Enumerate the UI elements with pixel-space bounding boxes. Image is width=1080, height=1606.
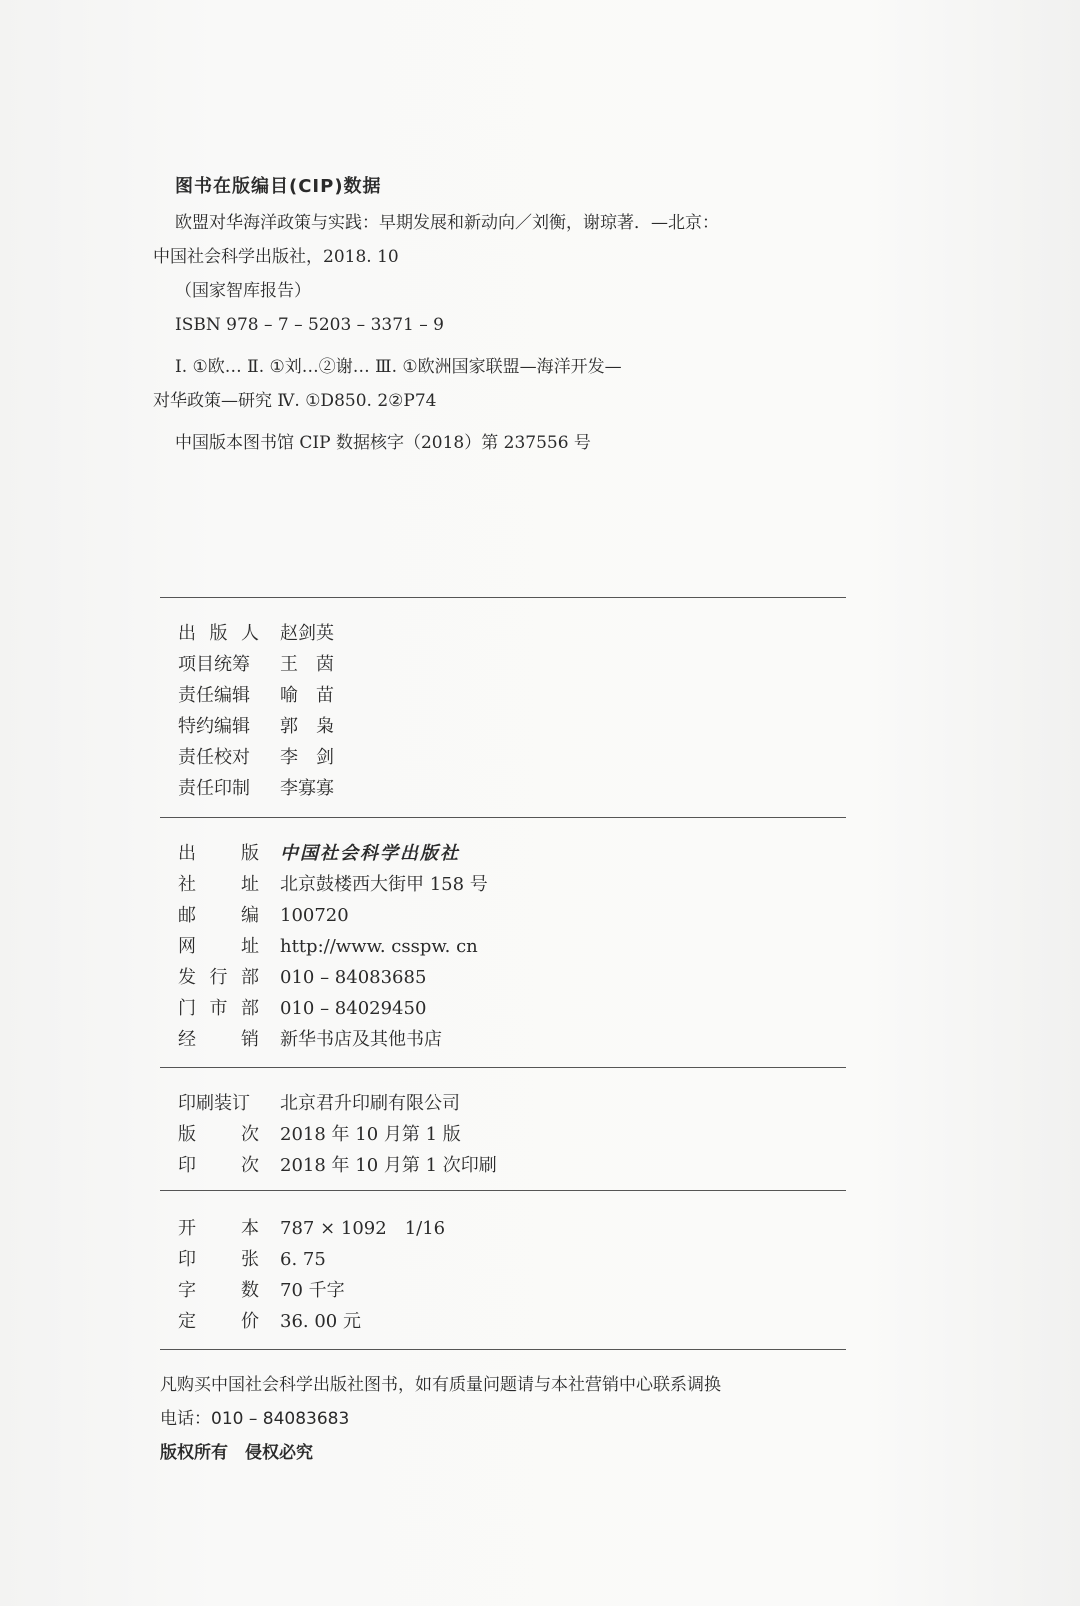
info-value: 王 茵 <box>280 654 334 675</box>
info-row <box>178 649 334 680</box>
info-row <box>178 1024 488 1055</box>
info-label-part: 字 <box>178 1280 196 1301</box>
info-value: 6. 75 <box>280 1249 326 1270</box>
info-label-part: 市 <box>209 998 228 1019</box>
cip-classification-line: Ⅰ. ①欧… Ⅱ. ①刘…②谢… Ⅲ. ①欧洲国家联盟—海洋开发— <box>175 357 622 377</box>
info-label <box>178 742 259 773</box>
info-value: 赵剑英 <box>280 623 334 644</box>
info-label-part: 本 <box>241 1218 259 1239</box>
info-label-part: 价 <box>241 1311 259 1332</box>
info-label-part: 人 <box>241 623 259 644</box>
info-value: 北京君升印刷有限公司 <box>280 1093 460 1114</box>
info-value: 北京鼓楼西大街甲 158 号 <box>280 874 488 895</box>
specs-section <box>178 1213 445 1337</box>
publisher-section <box>178 838 488 1055</box>
info-label-part: 门 <box>178 998 196 1019</box>
info-label <box>178 1275 259 1306</box>
printing-section <box>178 1088 497 1181</box>
info-value: 喻 苗 <box>280 685 334 706</box>
info-label-part: 经 <box>178 1029 196 1050</box>
info-row <box>178 900 488 931</box>
info-label <box>178 900 259 931</box>
info-row <box>178 742 334 773</box>
info-label-part: 址 <box>241 874 259 895</box>
info-value: 010 – 84083685 <box>280 967 427 988</box>
info-label-part: 出 <box>178 843 196 864</box>
info-row <box>178 1150 497 1181</box>
divider <box>160 1349 846 1350</box>
info-label <box>178 1244 259 1275</box>
info-value: 70 千字 <box>280 1280 345 1301</box>
divider <box>160 1190 846 1191</box>
quality-notice: 凡购买中国社会科学出版社图书，如有质量问题请与本社营销中心联系调换 <box>160 1375 721 1395</box>
cip-series-line: （国家智库报告） <box>175 281 311 301</box>
info-row <box>178 993 488 1024</box>
info-label <box>178 1306 259 1337</box>
info-label <box>178 869 259 900</box>
info-row <box>178 1088 497 1119</box>
info-label <box>178 618 259 649</box>
info-label-part: 编 <box>241 905 259 926</box>
info-label-part: 版 <box>209 623 228 644</box>
info-label-part: 印 <box>178 1249 196 1270</box>
info-label-part: 开 <box>178 1218 196 1239</box>
divider <box>160 817 846 818</box>
cip-entry-title-line: 欧盟对华海洋政策与实践：早期发展和新动向／刘衡，谢琼著．—北京： <box>175 213 719 233</box>
info-value: 李寡寡 <box>280 778 334 799</box>
info-label-part: 发 <box>178 967 196 988</box>
info-label-part: 行 <box>209 967 228 988</box>
cip-isbn-line: ISBN 978 – 7 – 5203 – 3371 – 9 <box>175 315 444 335</box>
info-row <box>178 680 334 711</box>
info-label-part: 责任编辑 <box>178 685 250 706</box>
info-row <box>178 1119 497 1150</box>
info-label <box>178 1119 259 1150</box>
info-label-part: 邮 <box>178 905 196 926</box>
info-label-part: 数 <box>241 1280 259 1301</box>
info-label-part: 址 <box>241 936 259 957</box>
info-label-part: 次 <box>241 1155 259 1176</box>
info-row <box>178 1275 445 1306</box>
info-label <box>178 711 259 742</box>
cip-title: 图书在版编目(CIP)数据 <box>175 176 382 197</box>
info-label-part: 印 <box>178 1155 196 1176</box>
info-label-part: 责任印制 <box>178 778 250 799</box>
info-label-part: 出 <box>178 623 196 644</box>
footer <box>160 1368 721 1470</box>
info-label <box>178 1150 259 1181</box>
info-row <box>178 962 488 993</box>
info-label <box>178 838 259 869</box>
info-label-part: 特约编辑 <box>178 716 250 737</box>
divider <box>160 1067 846 1068</box>
info-value: 中国社会科学出版社 <box>280 843 460 864</box>
info-label-part: 部 <box>241 998 259 1019</box>
info-label-part: 次 <box>241 1124 259 1145</box>
divider <box>160 597 846 598</box>
info-row <box>178 711 334 742</box>
info-value: 李 剑 <box>280 747 334 768</box>
info-label <box>178 1088 259 1119</box>
info-label <box>178 962 259 993</box>
info-value: 787 × 1092 1/16 <box>280 1218 446 1239</box>
info-value: 010 – 84029450 <box>280 998 427 1019</box>
info-label-part: 版 <box>178 1124 196 1145</box>
info-label-part: 张 <box>241 1249 259 1270</box>
info-value: 100720 <box>280 905 349 926</box>
info-label <box>178 649 259 680</box>
info-row <box>178 1244 445 1275</box>
cip-library-record-line: 中国版本图书馆 CIP 数据核字（2018）第 237556 号 <box>175 433 591 453</box>
info-label <box>178 993 259 1024</box>
info-value: http://www. csspw. cn <box>280 936 478 957</box>
info-label-part: 版 <box>241 843 259 864</box>
info-label-part: 社 <box>178 874 196 895</box>
info-value: 郭 枭 <box>280 716 334 737</box>
service-phone: 电话：010 – 84083683 <box>160 1409 350 1429</box>
info-row <box>178 618 334 649</box>
info-label-part: 定 <box>178 1311 196 1332</box>
info-row <box>178 931 488 962</box>
cip-data-block <box>153 172 853 460</box>
info-row <box>178 1213 445 1244</box>
cip-classification-line-2: 对华政策—研究 Ⅳ. ①D850. 2②P74 <box>153 391 437 411</box>
info-label-part: 责任校对 <box>178 747 250 768</box>
info-label-part: 销 <box>241 1029 259 1050</box>
cip-publisher-line: 中国社会科学出版社，2018. 10 <box>153 247 399 267</box>
info-row <box>178 1306 445 1337</box>
staff-section <box>178 618 334 804</box>
info-value: 36. 00 元 <box>280 1311 361 1332</box>
info-label <box>178 1024 259 1055</box>
info-value: 2018 年 10 月第 1 次印刷 <box>280 1155 497 1176</box>
info-row <box>178 838 488 869</box>
info-value: 新华书店及其他书店 <box>280 1029 442 1050</box>
copyright-notice: 版权所有 侵权必究 <box>160 1443 313 1463</box>
info-label <box>178 1213 259 1244</box>
info-label <box>178 773 259 804</box>
info-label-part: 部 <box>241 967 259 988</box>
info-label <box>178 680 259 711</box>
info-row <box>178 773 334 804</box>
info-row <box>178 869 488 900</box>
info-label-part: 印刷装订 <box>178 1093 250 1114</box>
info-label-part: 项目统筹 <box>178 654 250 675</box>
info-value: 2018 年 10 月第 1 版 <box>280 1124 461 1145</box>
info-label <box>178 931 259 962</box>
info-label-part: 网 <box>178 936 196 957</box>
